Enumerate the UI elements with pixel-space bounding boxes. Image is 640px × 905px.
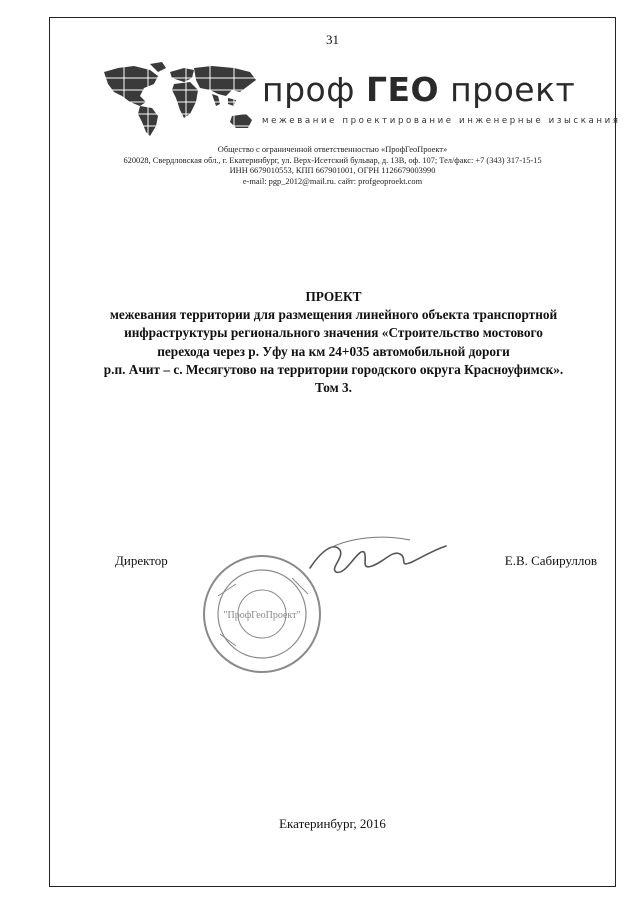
company-address: 620028, Свердловская обл., г. Екатеринбург, ул. Верх-Исетский бульвар, д. 13В, оф. 107; Тел/факс: +7 (343) 317-15-15 xyxy=(123,155,542,165)
company-ids: ИНН 6679010553, КПП 667901001, ОГРН 1126679003990 xyxy=(229,166,436,176)
brand-prefix: проф xyxy=(262,70,355,109)
brand-suffix: проект xyxy=(450,70,576,109)
document-page xyxy=(49,17,621,887)
director-role: Директор xyxy=(115,553,168,568)
company-contacts: e-mail: pgp_2012@mail.ru. сайт: profgeoproekt.com xyxy=(242,176,423,186)
document-title xyxy=(56,288,611,397)
director-name: Е.В. Сабируллов xyxy=(504,553,597,568)
title-line-6: Том 3. xyxy=(314,380,353,396)
title-line-5: р.п. Ачит – с. Месягутово на территории городского округа Красноуфимск». xyxy=(103,361,564,377)
title-line-1: ПРОЕКТ xyxy=(305,289,362,304)
company-details xyxy=(50,145,615,187)
stamp-center-text: "ПрофГеоПроект" xyxy=(223,610,301,621)
world-map-logo-icon xyxy=(100,62,260,140)
title-line-4: перехода через р. Уфу на км 24+035 автомобильной дороги xyxy=(157,343,510,359)
brand-tagline: межевание проектирование инженерные изыскания xyxy=(262,116,621,126)
title-line-3: инфраструктуры регионального значения «Строительство мостового xyxy=(124,325,543,341)
signature-row xyxy=(50,553,615,573)
company-name: Общество с ограниченной ответственностью «ПрофГеоПроект» xyxy=(217,145,448,154)
brand-wordmark xyxy=(262,70,575,109)
city-year: Екатеринбург, 2016 xyxy=(279,816,386,831)
page-number: 31 xyxy=(326,32,339,47)
title-line-2: межевания территории для размещения линейного объекта транспортной xyxy=(109,307,558,323)
brand-bold: ГЕО xyxy=(365,70,440,109)
